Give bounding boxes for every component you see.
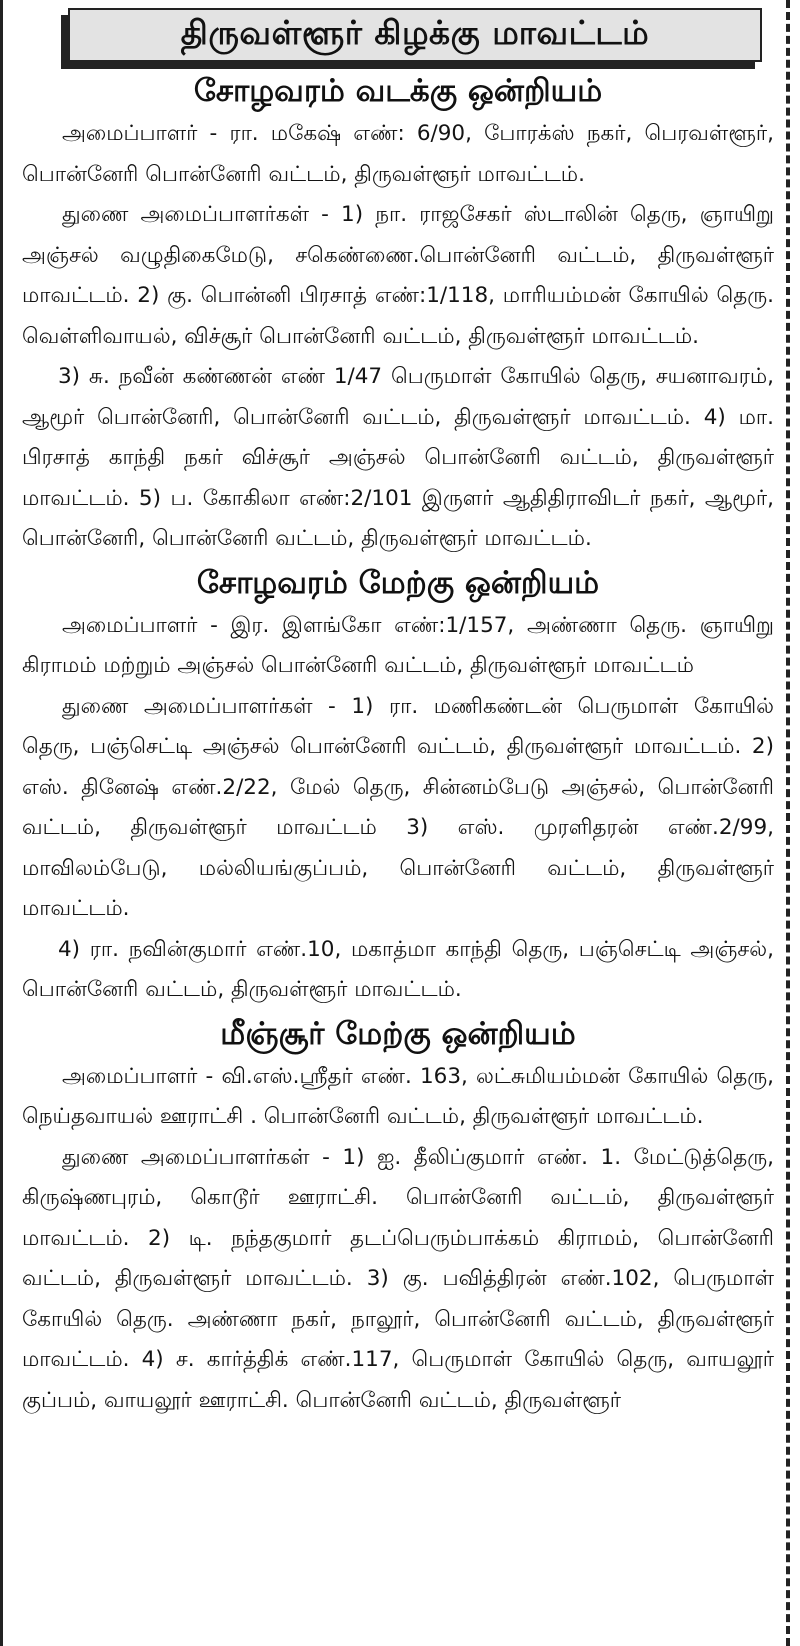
deputy-organizers-continued-paragraph: 3) சு. நவீன் கண்ணன் எண் 1/47 பெருமாள் கோயில் தெரு, சயனாவரம், ஆமூர் பொன்னேரி, பொன்னேரி வட்டம், திருவள்ளூர் மாவட்டம். 4) மா. பிரசாத் காந்தி நகர் விச்சூர் அஞ்சல் பொன்னேரி வட்டம், திருவள்ளூர் மாவட்டம். 5) ப. கோகிலா எண்:2/101 இருளர் ஆதிதிராவிடர் நகர், ஆமூர், பொன்னேரி, பொன்னேரி வட்டம், திருவள்ளூர் மாவட்டம். bbox=[22, 364, 774, 551]
section-minjur-west bbox=[22, 1011, 774, 1422]
organizer-paragraph: அமைப்பாளர் - ரா. மகேஷ் எண்: 6/90, போரக்ஸ் நகர், பெரவள்ளூர், பொன்னேரி பொன்னேரி வட்டம், திருவள்ளூர் மாவட்டம். bbox=[22, 121, 774, 187]
newspaper-column bbox=[22, 0, 774, 1646]
section-heading: மீஞ்சூர் மேற்கு ஒன்றியம் bbox=[220, 1015, 576, 1052]
section-cholavaram-west bbox=[22, 560, 774, 1011]
page-title: திருவள்ளூர் கிழக்கு மாவட்டம் bbox=[180, 13, 650, 52]
left-border-rule bbox=[0, 0, 3, 1646]
organizer-paragraph: அமைப்பாளர் - இர. இளங்கோ எண்:1/157, அண்ணா தெரு. ஞாயிறு கிராமம் மற்றும் அஞ்சல் பொன்னேரி வட்டம், திருவள்ளூர் மாவட்டம் bbox=[22, 612, 774, 678]
section-heading: சோழவரம் வடக்கு ஒன்றியம் bbox=[193, 73, 603, 109]
section-heading: சோழவரம் மேற்கு ஒன்றியம் bbox=[196, 564, 600, 601]
deputy-organizers-paragraph: துணை அமைப்பாளர்கள் - 1) நா. ராஜசேகர் ஸ்டாலின் தெரு, ஞாயிறு அஞ்சல் வழுதிகைமேடு, சகெண்ணை.பொன்னேரி வட்டம், திருவள்ளூர் மாவட்டம். 2) கு. பொன்னி பிரசாத் எண்:1/118, மாரியம்மன் கோயில் தெரு. வெள்ளிவாயல், விச்சூர் பொன்னேரி வட்டம், திருவள்ளூர் மாவட்டம். bbox=[22, 202, 774, 349]
deputy-organizers-paragraph: துணை அமைப்பாளர்கள் - 1) ரா. மணிகண்டன் பெருமாள் கோயில் தெரு, பஞ்செட்டி அஞ்சல் பொன்னேரி வட்டம், திருவள்ளூர் மாவட்டம். 2) எஸ். தினேஷ் எண்.2/22, மேல் தெரு, சின்னம்பேடு அஞ்சல், பொன்னேரி வட்டம், திருவள்ளூர் மாவட்டம் 3) எஸ். முரளிதரன் எண்.2/99, மாவிலம்பேடு, மல்லியங்குப்பம், பொன்னேரி வட்டம், திருவள்ளூர் மாவட்டம். bbox=[22, 693, 774, 921]
title-banner bbox=[68, 8, 762, 62]
right-dashed-cut-line bbox=[786, 0, 790, 1646]
deputy-organizers-paragraph: துணை அமைப்பாளர்கள் - 1) ஐ. தீலிப்குமார் எண். 1. மேட்டுத்தெரு, கிருஷ்ணபுரம், கொடூர் ஊராட்சி. பொன்னேரி வட்டம், திருவள்ளூர் மாவட்டம். 2) டி. நந்தகுமார் தடப்பெரும்பாக்கம் கிராமம், பொன்னேரி வட்டம், திருவள்ளூர் மாவட்டம். 3) கு. பவித்திரன் எண்.102, பெருமாள் கோயில் தெரு. அண்ணா நகர், நாலூர், பொன்னேரி வட்டம், திருவள்ளூர் மாவட்டம். 4) ச. கார்த்திக் எண்.117, பெருமாள் கோயில் தெரு, வாயலூர் குப்பம், வாயலூர் ஊராட்சி. பொன்னேரி வட்டம், திருவள்ளூர் bbox=[22, 1144, 774, 1413]
organizer-paragraph: அமைப்பாளர் - வி.எஸ்.ஸ்ரீதர் எண். 163, லட்சுமியம்மன் கோயில் தெரு, நெய்தவாயல் ஊராட்சி . பொன்னேரி வட்டம், திருவள்ளூர் மாவட்டம். bbox=[22, 1063, 774, 1129]
deputy-organizers-continued-paragraph: 4) ரா. நவின்குமார் எண்.10, மகாத்மா காந்தி தெரு, பஞ்செட்டி அஞ்சல், பொன்னேரி வட்டம், திருவள்ளூர் மாவட்டம். bbox=[22, 936, 774, 1002]
section-cholavaram-north bbox=[22, 68, 774, 560]
